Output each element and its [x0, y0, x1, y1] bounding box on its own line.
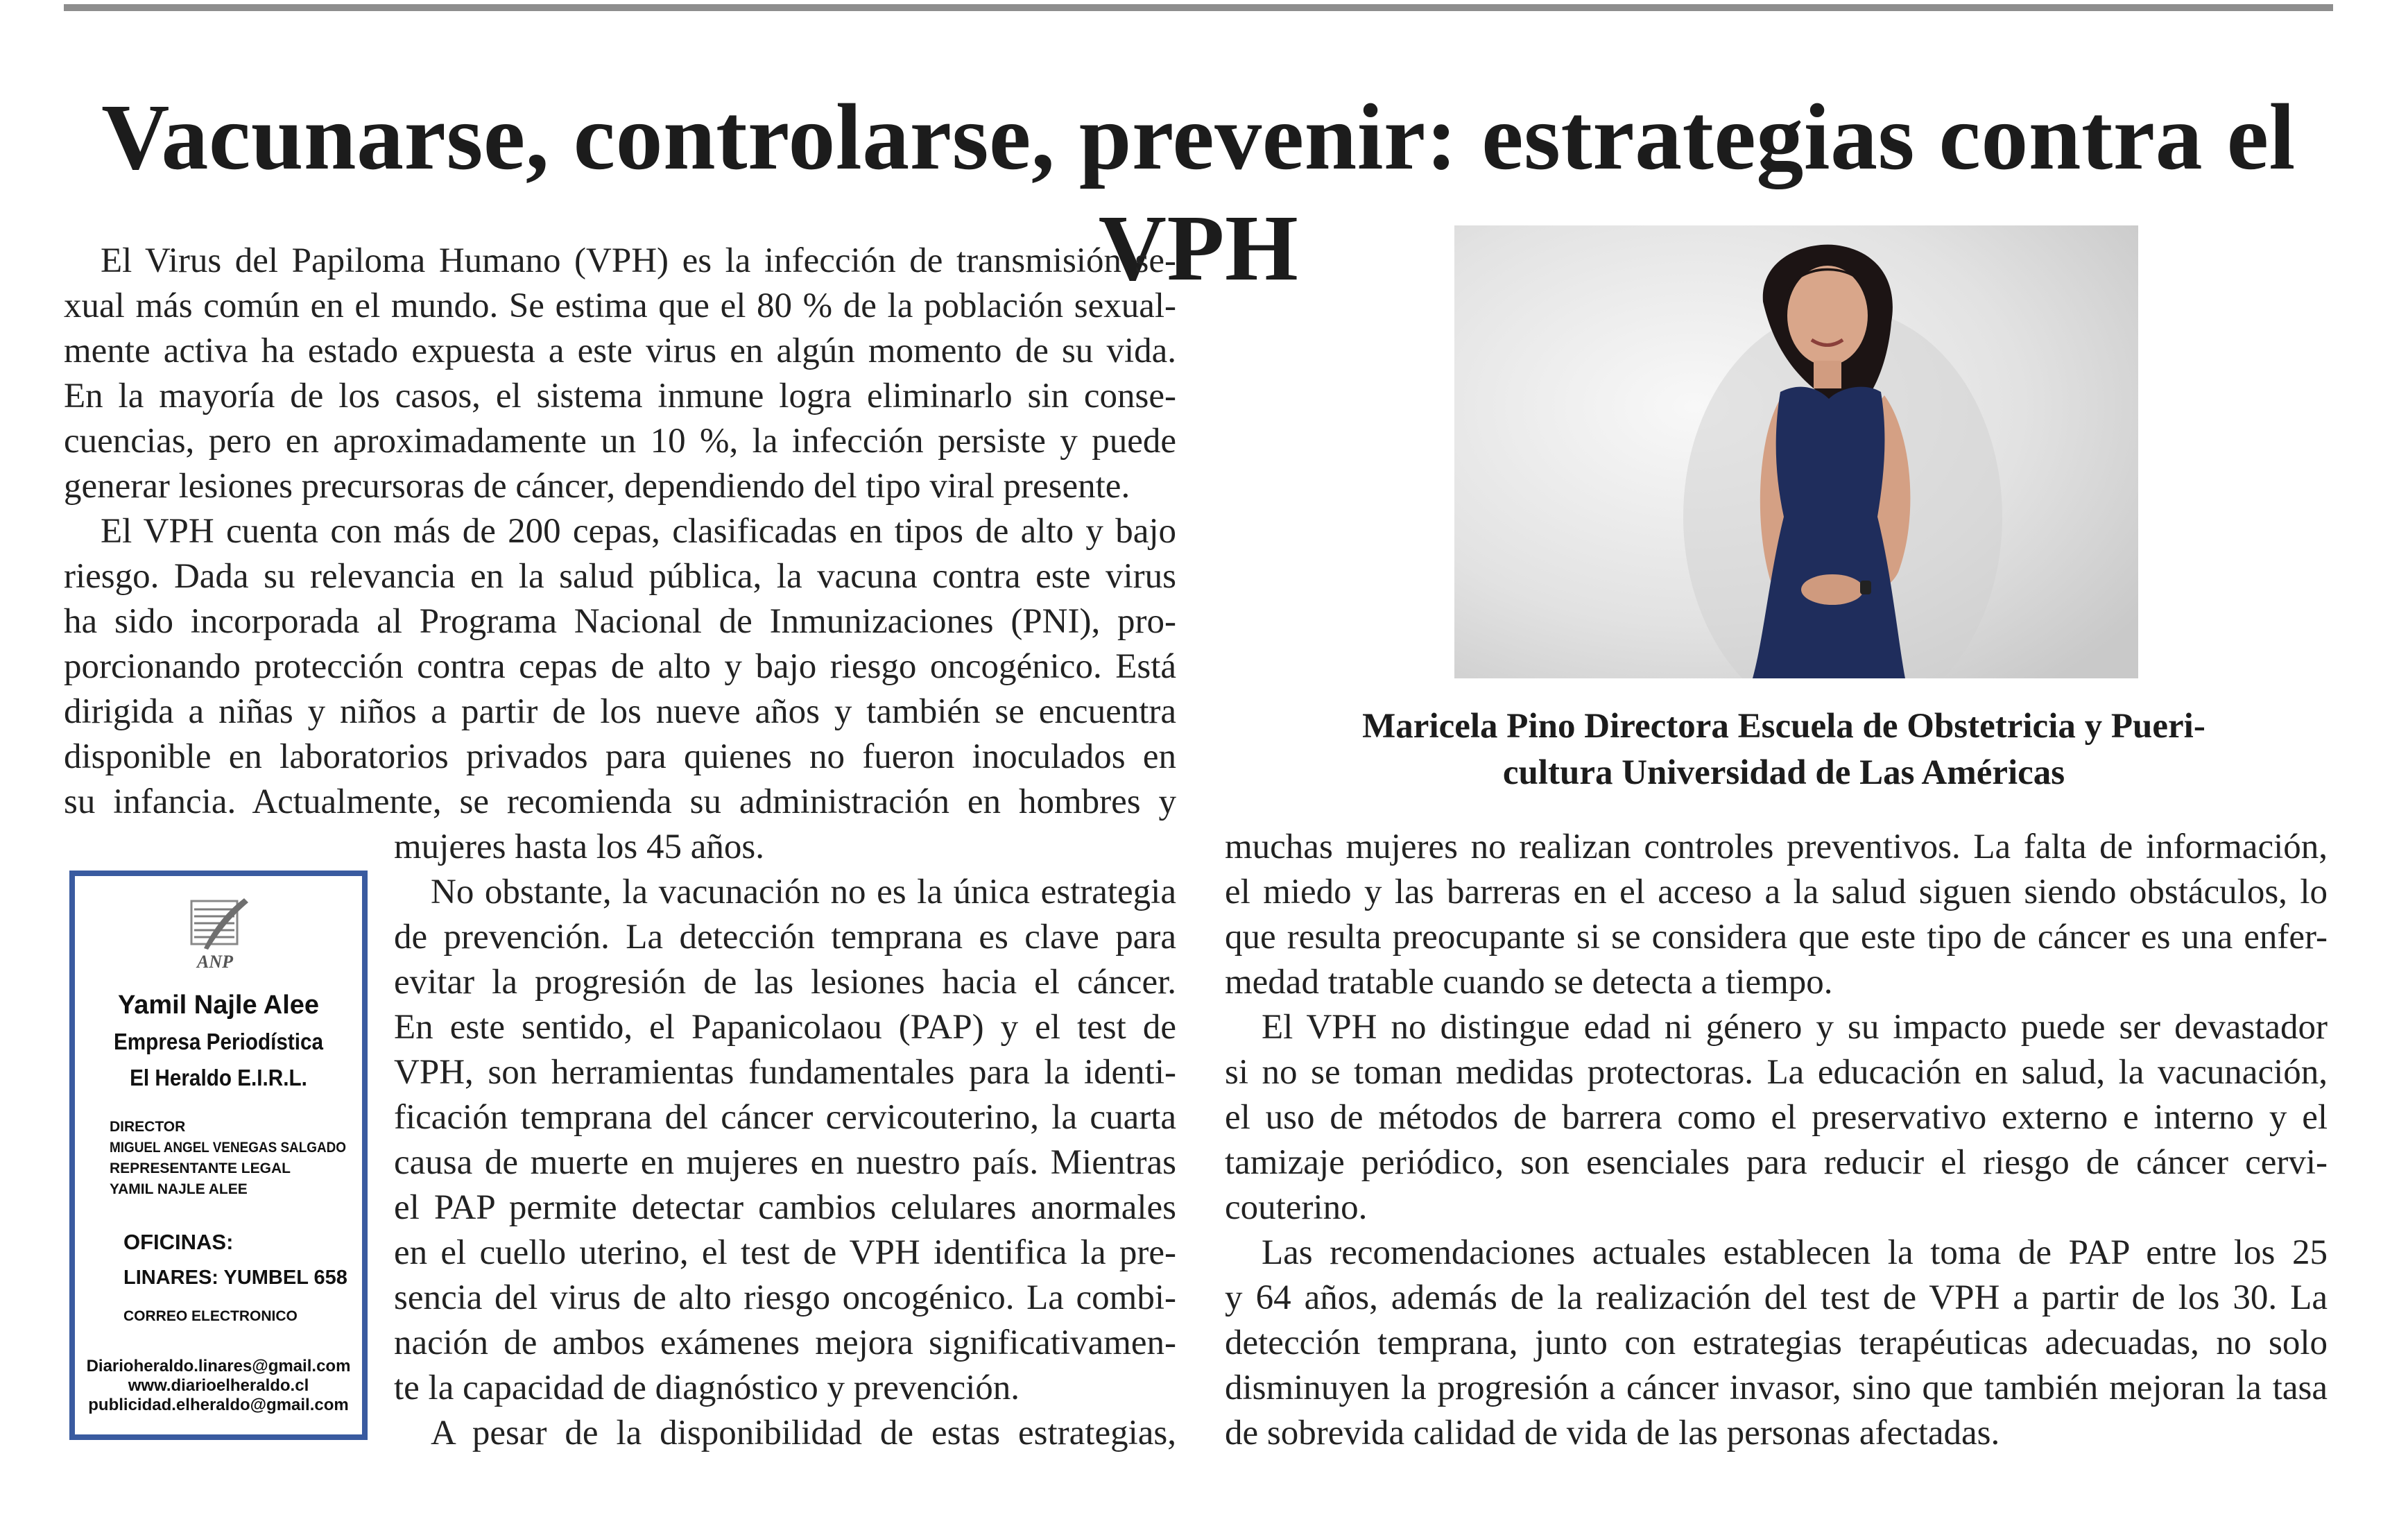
col2-line-8: causa de muerte en mujeres en nuestro país. Mientras — [394, 1143, 1176, 1182]
col1-line-2: xual más común en el mundo. Se estima que el 80 % de la población sexual- — [64, 286, 1176, 325]
col2-line-3: de prevención. La detección temprana es clave para — [394, 918, 1176, 957]
col3-line-5: El VPH no distingue edad ni género y su impacto puede ser devastador — [1262, 1008, 2328, 1047]
legal-rep-name: YAMIL NAJLE ALEE — [110, 1181, 248, 1197]
company-name: El Heraldo E.I.R.L. — [130, 1065, 307, 1090]
col1-line-4: En la mayoría de los casos, el sistema inmune logra eliminarlo sin conse- — [64, 377, 1176, 415]
website-link[interactable]: www.diarioelheraldo.cl — [128, 1376, 309, 1395]
anp-logo — [186, 897, 252, 973]
offices-label: OFICINAS: — [123, 1230, 234, 1254]
email-label: CORREO ELECTRONICO — [123, 1308, 298, 1324]
col1-line-9: ha sido incorporada al Programa Nacional de Inmunizaciones (PNI), pro- — [64, 602, 1176, 641]
col3-line-8: tamizaje periódico, son esenciales para reducir el riesgo de cáncer cervi- — [1225, 1143, 2328, 1182]
email-2[interactable]: publicidad.elheraldo@gmail.com — [88, 1396, 349, 1414]
col1-line-5: cuencias, pero en aproximadamente un 10 %, la infección persiste y puede — [64, 422, 1176, 461]
legal-rep-label: REPRESENTANTE LEGAL — [110, 1160, 291, 1176]
caption-line-2: cultura Universidad de Las Américas — [1502, 753, 2065, 792]
col2-line-2: No obstante, la vacunación no es la única estrategia — [431, 873, 1176, 911]
email-1[interactable]: Diarioheraldo.linares@gmail.com — [86, 1357, 351, 1375]
col1-line-11: dirigida a niñas y niños a partir de los nueve años y también se encuentra — [64, 692, 1176, 731]
company-label: Empresa Periodística — [113, 1029, 324, 1054]
col2-line-11: sencia del virus de alto riesgo oncogénico. La combi- — [394, 1278, 1176, 1317]
owner-name: Yamil Najle Alee — [117, 991, 320, 1020]
portrait-photo — [1454, 225, 2138, 678]
anp-quill-icon — [186, 897, 252, 973]
director-name: MIGUEL ANGEL VENEGAS SALGADO — [110, 1140, 346, 1156]
col2-line-12: nación de ambos exámenes mejora significativamen- — [394, 1323, 1176, 1362]
woman-portrait-illustration — [1454, 225, 2138, 678]
col3-line-14: de sobrevida calidad de vida de las personas afectadas. — [1225, 1414, 2000, 1452]
article-title: Vacunarse, controlarse, prevenir: estrategias contra el VPH — [101, 85, 2296, 300]
col2-line-14: A pesar de la disponibilidad de estas estrategias, — [431, 1414, 1176, 1452]
col2-line-7: ficación temprana del cáncer cervicouterino, la cuarta — [394, 1098, 1176, 1137]
col2-line-13: te la capacidad de diagnóstico y prevención. — [394, 1369, 1020, 1407]
col2-line-5: En este sentido, el Papanicolaou (PAP) y el test de — [394, 1008, 1176, 1047]
col3-line-1: muchas mujeres no realizan controles preventivos. La falta de información, — [1225, 828, 2328, 866]
col1-line-10: porcionando protección contra cepas de alto y bajo riesgo oncogénico. Está — [64, 647, 1176, 686]
col1-line-6: generar lesiones precursoras de cáncer, dependiendo del tipo viral presente. — [64, 467, 1130, 506]
col2-line-6: VPH, son herramientas fundamentales para la identi- — [394, 1053, 1176, 1092]
col1-line-7: El VPH cuenta con más de 200 cepas, clasificadas en tipos de alto y bajo — [101, 512, 1176, 551]
col3-line-10: Las recomendaciones actuales establecen la toma de PAP entre los 25 — [1262, 1233, 2328, 1272]
col2-line-10: en el cuello uterino, el test de VPH identifica la pre- — [394, 1233, 1176, 1272]
col1-line-8: riesgo. Dada su relevancia en la salud pública, la vacuna contra este virus — [64, 557, 1176, 596]
col1-line-12: disponible en laboratorios privados para quienes no fueron inoculados en — [64, 737, 1176, 776]
caption-line-1: Maricela Pino Directora Escuela de Obstetricia y Pueri- — [1362, 707, 2205, 746]
col2-line-9: el PAP permite detectar cambios celulares anormales — [394, 1188, 1176, 1227]
photo-caption — [1291, 703, 2276, 796]
col3-line-12: detección temprana, junto con estrategias terapéuticas adecuadas, no solo — [1225, 1323, 2328, 1362]
col1-line-3: mente activa ha estado expuesta a este virus en algún momento de su vida. — [64, 332, 1176, 370]
col3-line-6: si no se toman medidas protectoras. La educación en salud, la vacunación, — [1225, 1053, 2328, 1092]
col3-line-4: medad tratable cuando se detecta a tiempo. — [1225, 963, 1833, 1002]
logo-text: ANP — [197, 952, 233, 972]
office-address: LINARES: YUMBEL 658 — [123, 1267, 347, 1289]
col3-line-7: el uso de métodos de barrera como el preservativo externo e interno y el — [1225, 1098, 2328, 1137]
col3-line-9: couterino. — [1225, 1188, 1368, 1227]
col2-line-1: mujeres hasta los 45 años. — [394, 828, 764, 866]
col2-line-4: evitar la progresión de las lesiones hacia el cáncer. — [394, 963, 1176, 1002]
masthead-info-box — [69, 871, 368, 1440]
top-rule — [64, 4, 2333, 11]
col3-line-3: que resulta preocupante si se considera que este tipo de cáncer es una enfer- — [1225, 918, 2328, 957]
col1-line-1: El Virus del Papiloma Humano (VPH) es la infección de transmisión se- — [101, 241, 1176, 280]
col3-line-13: disminuyen la progresión a cáncer invasor, sino que también mejoran la tasa — [1225, 1369, 2328, 1407]
director-label: DIRECTOR — [110, 1119, 186, 1135]
col3-line-2: el miedo y las barreras en el acceso a la salud siguen siendo obstáculos, lo — [1225, 873, 2328, 911]
col1-line-13: su infancia. Actualmente, se recomienda su administración en hombres y — [64, 782, 1176, 821]
col3-line-11: y 64 años, además de la realización del test de VPH a partir de los 30. La — [1225, 1278, 2328, 1317]
